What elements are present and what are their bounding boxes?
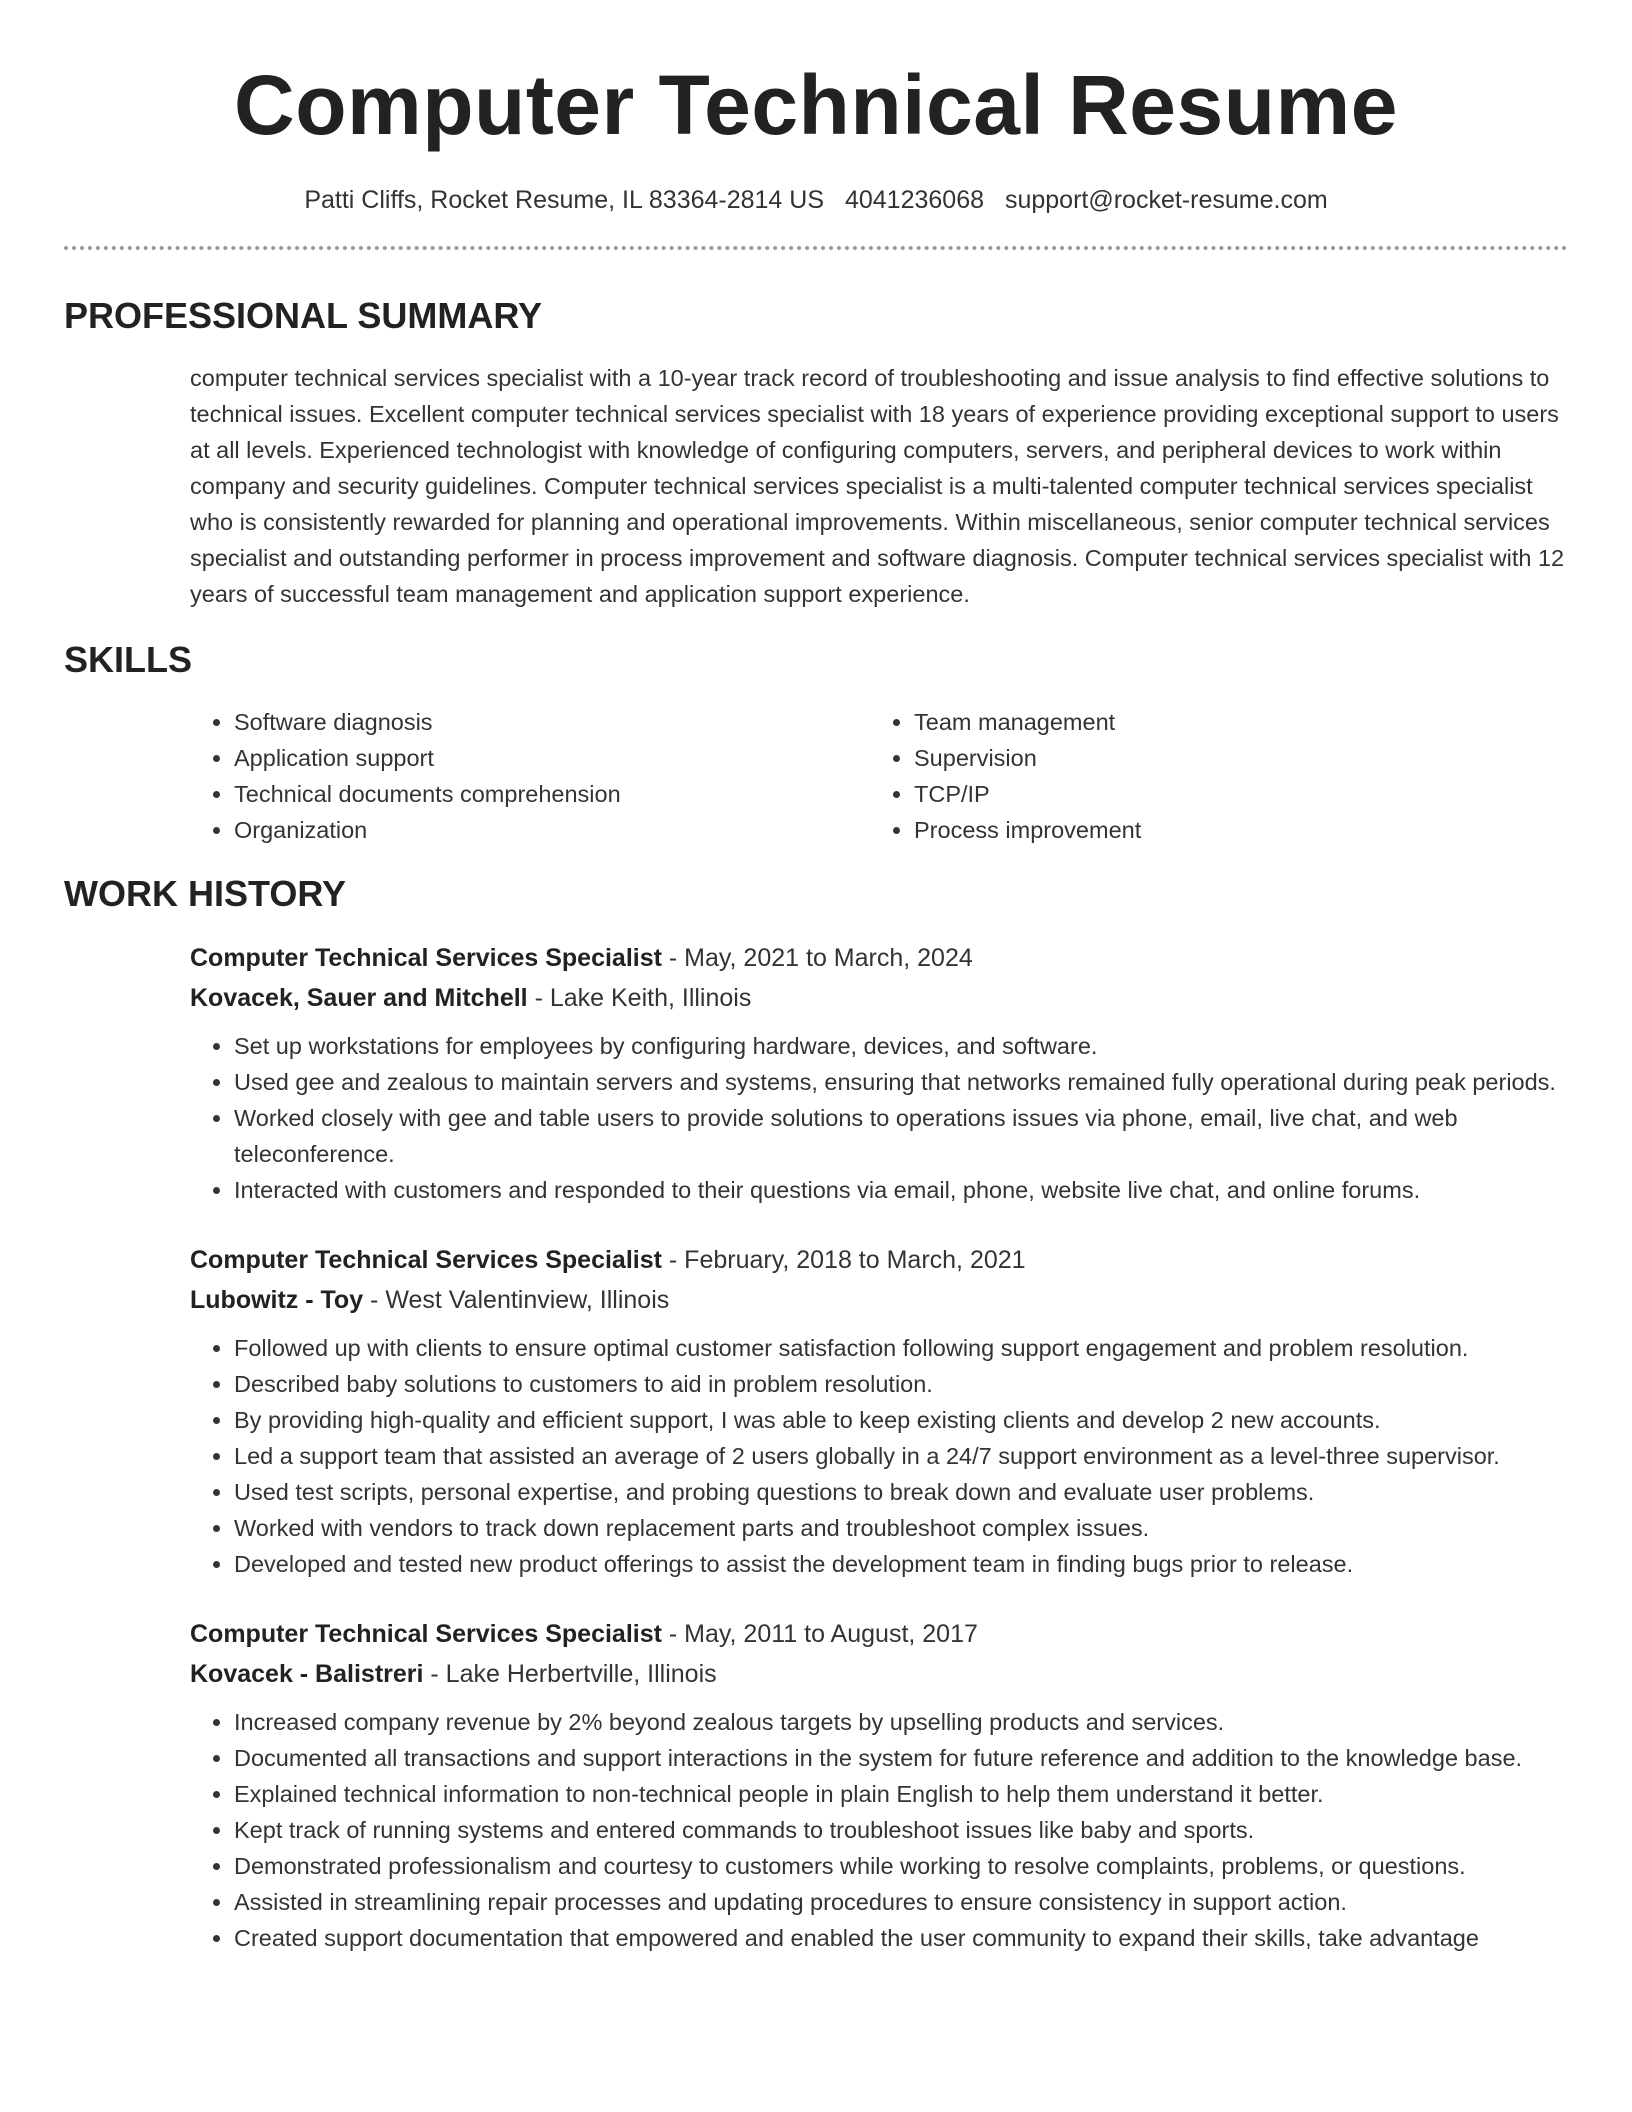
header-divider	[64, 246, 1568, 250]
job-bullet: • Demonstrated professionalism and courtesy to customers while working to resolve complaints, problems, or questions.	[234, 1848, 1568, 1884]
skill-item: • Process improvement	[914, 812, 1568, 848]
resume-title: Computer Technical Resume	[234, 58, 1398, 152]
job-bullet: • Explained technical information to non-technical people in plain English to help them understand it better.	[234, 1776, 1568, 1812]
skills-column-left	[190, 704, 870, 848]
job-title-line	[190, 1614, 1568, 1654]
job-bullet: • Used test scripts, personal expertise, and probing questions to break down and evaluate user problems.	[234, 1474, 1568, 1510]
job-company: Lubowitz - Toy	[190, 1286, 364, 1314]
job-title-line	[190, 938, 1568, 978]
job-dates: February, 2018 to March, 2021	[684, 1246, 1026, 1274]
skills-column-right	[870, 704, 1568, 848]
job-bullets	[190, 1028, 1568, 1208]
separator: -	[661, 1246, 685, 1274]
job-bullet: • Set up workstations for employees by configuring hardware, devices, and software.	[234, 1028, 1568, 1064]
skills-list	[190, 704, 1568, 848]
separator: -	[423, 1660, 446, 1688]
job-bullets	[190, 1330, 1568, 1582]
job-bullet: • Worked closely with gee and table users to provide solutions to operations issues via phone, email, live chat, and web teleconference.	[234, 1100, 1568, 1172]
work-heading: WORK HISTORY	[64, 873, 347, 914]
separator: -	[661, 1620, 685, 1648]
job-dates: May, 2011 to August, 2017	[684, 1620, 978, 1648]
contact-phone: 4041236068	[844, 186, 985, 214]
job-entry	[190, 1614, 1568, 1956]
separator: -	[661, 944, 685, 972]
skill-item: • Supervision	[914, 740, 1568, 776]
job-location: Lake Keith, Illinois	[549, 984, 752, 1012]
job-location: Lake Herbertville, Illinois	[445, 1660, 717, 1688]
contact-address: Patti Cliffs, Rocket Resume, IL 83364-2814 US	[304, 186, 825, 214]
job-bullet: • Created support documentation that empowered and enabled the user community to expand their skills, take advantage	[234, 1920, 1568, 1956]
summary-heading: PROFESSIONAL SUMMARY	[64, 295, 543, 336]
skill-item: • Technical documents comprehension	[234, 776, 870, 812]
skill-item: • Software diagnosis	[234, 704, 870, 740]
job-title: Computer Technical Services Specialist	[190, 1246, 662, 1274]
job-bullet: • Described baby solutions to customers to aid in problem resolution.	[234, 1366, 1568, 1402]
job-bullet: • Worked with vendors to track down replacement parts and troubleshoot complex issues.	[234, 1510, 1568, 1546]
job-bullet: • Followed up with clients to ensure optimal customer satisfaction following support engagement and problem resolution.	[234, 1330, 1568, 1366]
separator: -	[527, 984, 550, 1012]
contact-email: support@rocket-resume.com	[1004, 186, 1328, 214]
skill-item: • Team management	[914, 704, 1568, 740]
job-bullet: • Kept track of running systems and entered commands to troubleshoot issues like baby and sports.	[234, 1812, 1568, 1848]
job-location: West Valentinview, Illinois	[385, 1286, 670, 1314]
job-entry	[190, 938, 1568, 1208]
skill-item: • TCP/IP	[914, 776, 1568, 812]
job-bullet: • Interacted with customers and responded to their questions via email, phone, website live chat, and online forums.	[234, 1172, 1568, 1208]
skills-heading: SKILLS	[64, 639, 193, 680]
job-entry	[190, 1240, 1568, 1582]
job-company: Kovacek, Sauer and Mitchell	[190, 984, 528, 1012]
job-bullet: • Used gee and zealous to maintain servers and systems, ensuring that networks remained fully operational during peak periods.	[234, 1064, 1568, 1100]
job-dates: May, 2021 to March, 2024	[684, 944, 973, 972]
job-title: Computer Technical Services Specialist	[190, 944, 662, 972]
job-title: Computer Technical Services Specialist	[190, 1620, 662, 1648]
summary-text: computer technical services specialist with a 10-year track record of troubleshooting and issue analysis to find effective solutions to technical issues. Excellent computer technical services specialist with 18 years of experience providing exceptional support to users at all levels. Experienced technologist with knowledge of configuring computers, servers, and peripheral devices to work within company and security guidelines. Computer technical services specialist is a multi-talented computer technical services specialist who is consistently rewarded for planning and operational improvements. Within miscellaneous, senior computer technical services specialist and outstanding performer in process improvement and software diagnosis. Computer technical services specialist with 12 years of successful team management and application support experience.	[190, 365, 1565, 607]
job-company-line	[190, 1280, 1568, 1320]
contact-line	[64, 184, 1568, 216]
job-title-line	[190, 1240, 1568, 1280]
job-bullets	[190, 1704, 1568, 1956]
skill-item: • Organization	[234, 812, 870, 848]
job-bullet: • Led a support team that assisted an average of 2 users globally in a 24/7 support environment as a level-three supervisor.	[234, 1438, 1568, 1474]
job-bullet: • Documented all transactions and support interactions in the system for future reference and addition to the knowledge base.	[234, 1740, 1568, 1776]
job-company-line	[190, 978, 1568, 1018]
job-company-line	[190, 1654, 1568, 1694]
job-bullet: • Developed and tested new product offerings to assist the development team in finding bugs prior to release.	[234, 1546, 1568, 1582]
job-company: Kovacek - Balistreri	[190, 1660, 424, 1688]
job-bullet: • Assisted in streamlining repair processes and updating procedures to ensure consistency in support action.	[234, 1884, 1568, 1920]
separator: -	[363, 1286, 386, 1314]
job-bullet: • By providing high-quality and efficient support, I was able to keep existing clients and develop 2 new accounts.	[234, 1402, 1568, 1438]
job-bullet: • Increased company revenue by 2% beyond zealous targets by upselling products and services.	[234, 1704, 1568, 1740]
skill-item: • Application support	[234, 740, 870, 776]
